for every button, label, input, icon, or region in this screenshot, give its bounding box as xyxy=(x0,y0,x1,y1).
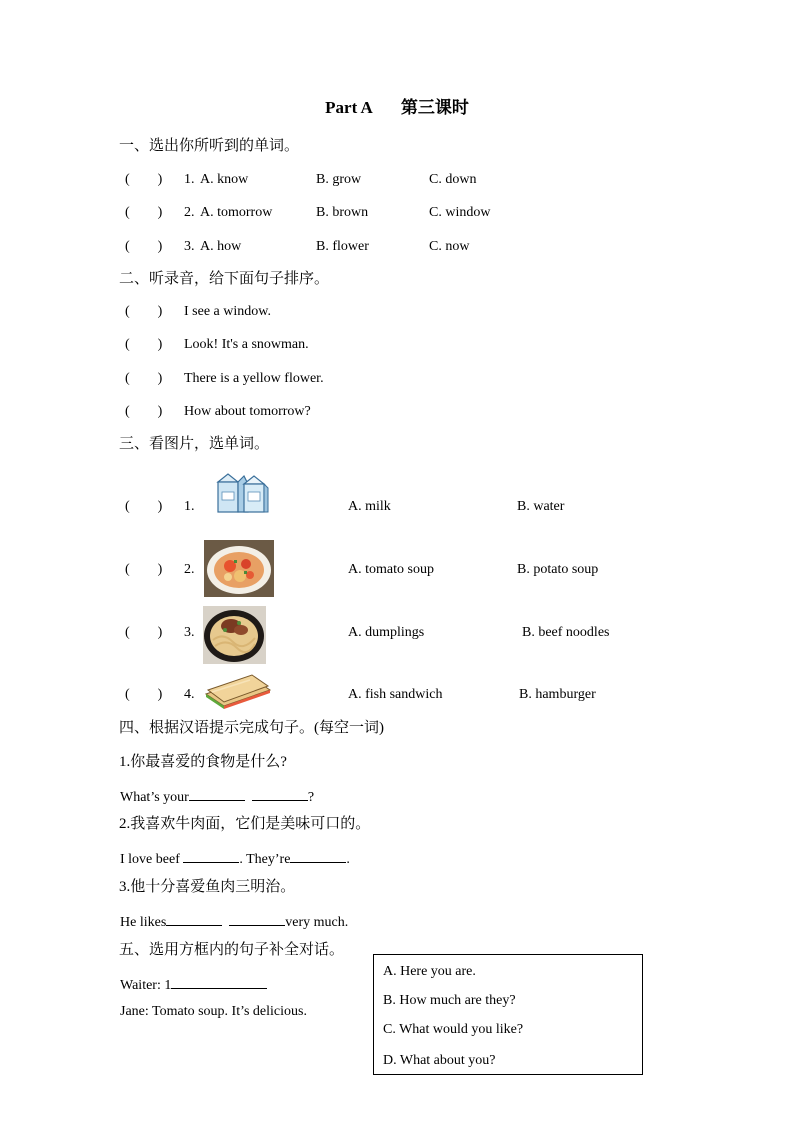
title-lesson: 第三课时 xyxy=(400,98,469,117)
section4-item-1-chinese: 1.你最喜爱的食物是什么? xyxy=(119,754,287,770)
milk-cartons-picture xyxy=(214,470,270,516)
question-number: 4. xyxy=(184,687,195,702)
tomato-soup-picture xyxy=(204,540,274,597)
option-a-sentence: A. Here you are. xyxy=(383,964,476,979)
sentence-text: How about tomorrow? xyxy=(184,404,311,419)
answer-paren[interactable]: ( ) xyxy=(125,562,163,577)
blank-2[interactable] xyxy=(252,786,308,801)
option-c: C. down xyxy=(429,172,477,187)
answer-paren[interactable]: ( ) xyxy=(125,205,163,220)
option-a: A. milk xyxy=(348,499,391,514)
sentence-part: ? xyxy=(307,790,315,805)
option-a: A. tomorrow xyxy=(200,205,273,220)
dialog-blank-1[interactable] xyxy=(171,974,267,989)
sentence-part: . xyxy=(346,852,350,867)
sentence-part: very much. xyxy=(285,915,349,930)
blank-1[interactable] xyxy=(183,848,239,863)
page-title xyxy=(0,99,794,117)
option-b: B. hamburger xyxy=(519,687,596,702)
blank-1[interactable] xyxy=(166,911,222,926)
option-a: A. dumplings xyxy=(348,625,425,640)
option-a: A. fish sandwich xyxy=(348,687,443,702)
blank-1[interactable] xyxy=(189,786,245,801)
option-c: C. window xyxy=(429,205,491,220)
answer-paren[interactable]: ( ) xyxy=(125,404,163,419)
question-number: 1. xyxy=(184,499,195,514)
section4-item-3-chinese: 3.他十分喜爱鱼肉三明治。 xyxy=(119,879,296,895)
answer-paren[interactable]: ( ) xyxy=(125,687,163,702)
question-number: 2. xyxy=(184,205,195,220)
option-a: A. know xyxy=(200,172,249,187)
title-part: Part A xyxy=(325,98,373,117)
option-a: A. how xyxy=(200,239,242,254)
sentence-part: What’s your xyxy=(120,790,189,805)
option-b-sentence: B. How much are they? xyxy=(383,993,516,1008)
sandwich-picture xyxy=(202,672,274,710)
blank-2[interactable] xyxy=(229,911,285,926)
section1-heading: 一、选出你所听到的单词。 xyxy=(119,138,300,154)
answer-paren[interactable]: ( ) xyxy=(125,172,163,187)
question-number: 1. xyxy=(184,172,195,187)
dialog-line-jane: Jane: Tomato soup. It’s delicious. xyxy=(120,1004,307,1019)
option-d-sentence: D. What about you? xyxy=(383,1053,496,1068)
section4-item-2-chinese: 2.我喜欢牛肉面，它们是美味可口的。 xyxy=(119,816,371,832)
section4-item-1-english xyxy=(120,786,314,807)
option-b: B. beef noodles xyxy=(522,625,610,640)
section3-heading: 三、看图片，选单词。 xyxy=(119,436,270,452)
question-number: 2. xyxy=(184,562,195,577)
option-b: B. potato soup xyxy=(517,562,599,577)
option-b: B. water xyxy=(517,499,565,514)
answer-paren[interactable]: ( ) xyxy=(125,239,163,254)
option-c-sentence: C. What would you like? xyxy=(383,1022,524,1037)
answer-paren[interactable]: ( ) xyxy=(125,304,163,319)
section4-item-2-english xyxy=(120,848,350,869)
answer-paren[interactable]: ( ) xyxy=(125,499,163,514)
answer-paren[interactable]: ( ) xyxy=(125,337,163,352)
option-b: B. grow xyxy=(316,172,362,187)
sentence-part: . They’re xyxy=(239,852,291,867)
sentence-part: He likes xyxy=(120,915,167,930)
question-number: 3. xyxy=(184,625,195,640)
options-box xyxy=(373,954,643,1075)
sentence-text: I see a window. xyxy=(184,304,271,319)
answer-paren[interactable]: ( ) xyxy=(125,371,163,386)
dialog-line-waiter xyxy=(120,974,267,995)
section5-heading: 五、选用方框内的句子补全对话。 xyxy=(119,942,345,958)
section4-item-3-english xyxy=(120,911,348,932)
section2-heading: 二、听录音，给下面句子排序。 xyxy=(119,271,330,287)
dialog-text: Waiter: 1 xyxy=(120,978,172,993)
beef-noodles-picture xyxy=(203,606,266,664)
answer-paren[interactable]: ( ) xyxy=(125,625,163,640)
option-b: B. brown xyxy=(316,205,369,220)
option-c: C. now xyxy=(429,239,470,254)
sentence-part: I love beef xyxy=(120,852,184,867)
sentence-text: There is a yellow flower. xyxy=(184,371,324,386)
option-a: A. tomato soup xyxy=(348,562,434,577)
option-b: B. flower xyxy=(316,239,369,254)
sentence-text: Look! It's a snowman. xyxy=(184,337,309,352)
question-number: 3. xyxy=(184,239,195,254)
blank-2[interactable] xyxy=(290,848,346,863)
section4-heading: 四、根据汉语提示完成句子。(每空一词) xyxy=(119,720,384,736)
